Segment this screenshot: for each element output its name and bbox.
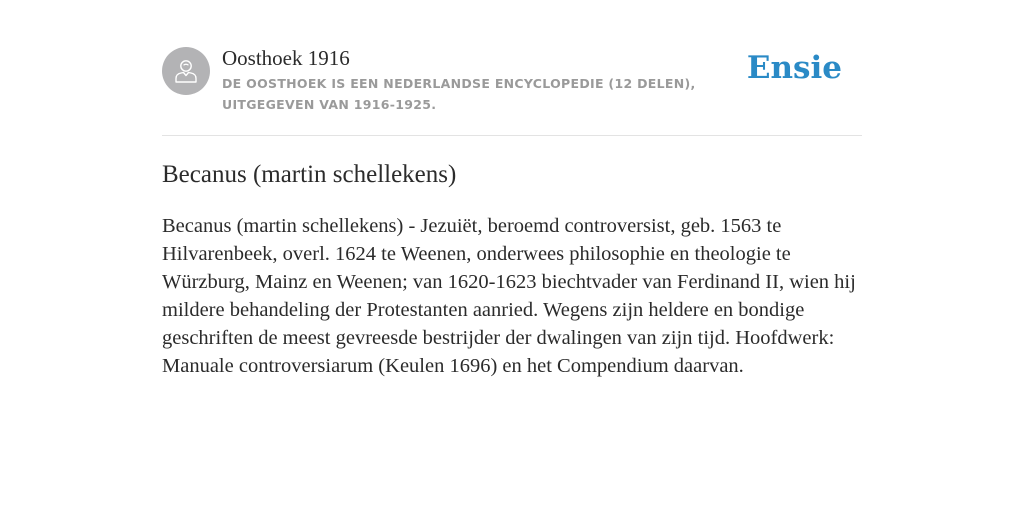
ensie-logo-link[interactable]: Ensie: [746, 50, 842, 86]
page-container: [162, 0, 862, 377]
source-title[interactable]: Oosthoek 1916: [222, 46, 350, 70]
entry-body: Becanus (martin schellekens) - Jezuiët, beroemd controversist, geb. 1563 te Hilvarenbeek, overl. 1624 te Weenen, onderwees philosophie en theologie te Würzburg, Mainz en Weenen; van 1620-1623 biechtvader van Ferdinand II, wien hij mildere behandeling der Protestanten aanried. Wegens zijn heldere en bondige geschriften de meest gevreesde bestrijder der dwalingen van zijn tijd. Hoofdwerk: Manuale controversiarum (Keulen 1696) en het Compendium daarvan.: [162, 215, 856, 377]
user-avatar-icon[interactable]: [162, 47, 210, 95]
source-info: [222, 45, 762, 115]
source-description: DE OOSTHOEK IS EEN NEDERLANDSE ENCYCLOPEDIE (12 DELEN), UITGEGEVEN VAN 1916-1925.: [222, 76, 696, 112]
person-outline-icon: [172, 57, 200, 85]
entry-title: Becanus (martin schellekens): [162, 161, 457, 188]
source-header: [162, 0, 862, 136]
